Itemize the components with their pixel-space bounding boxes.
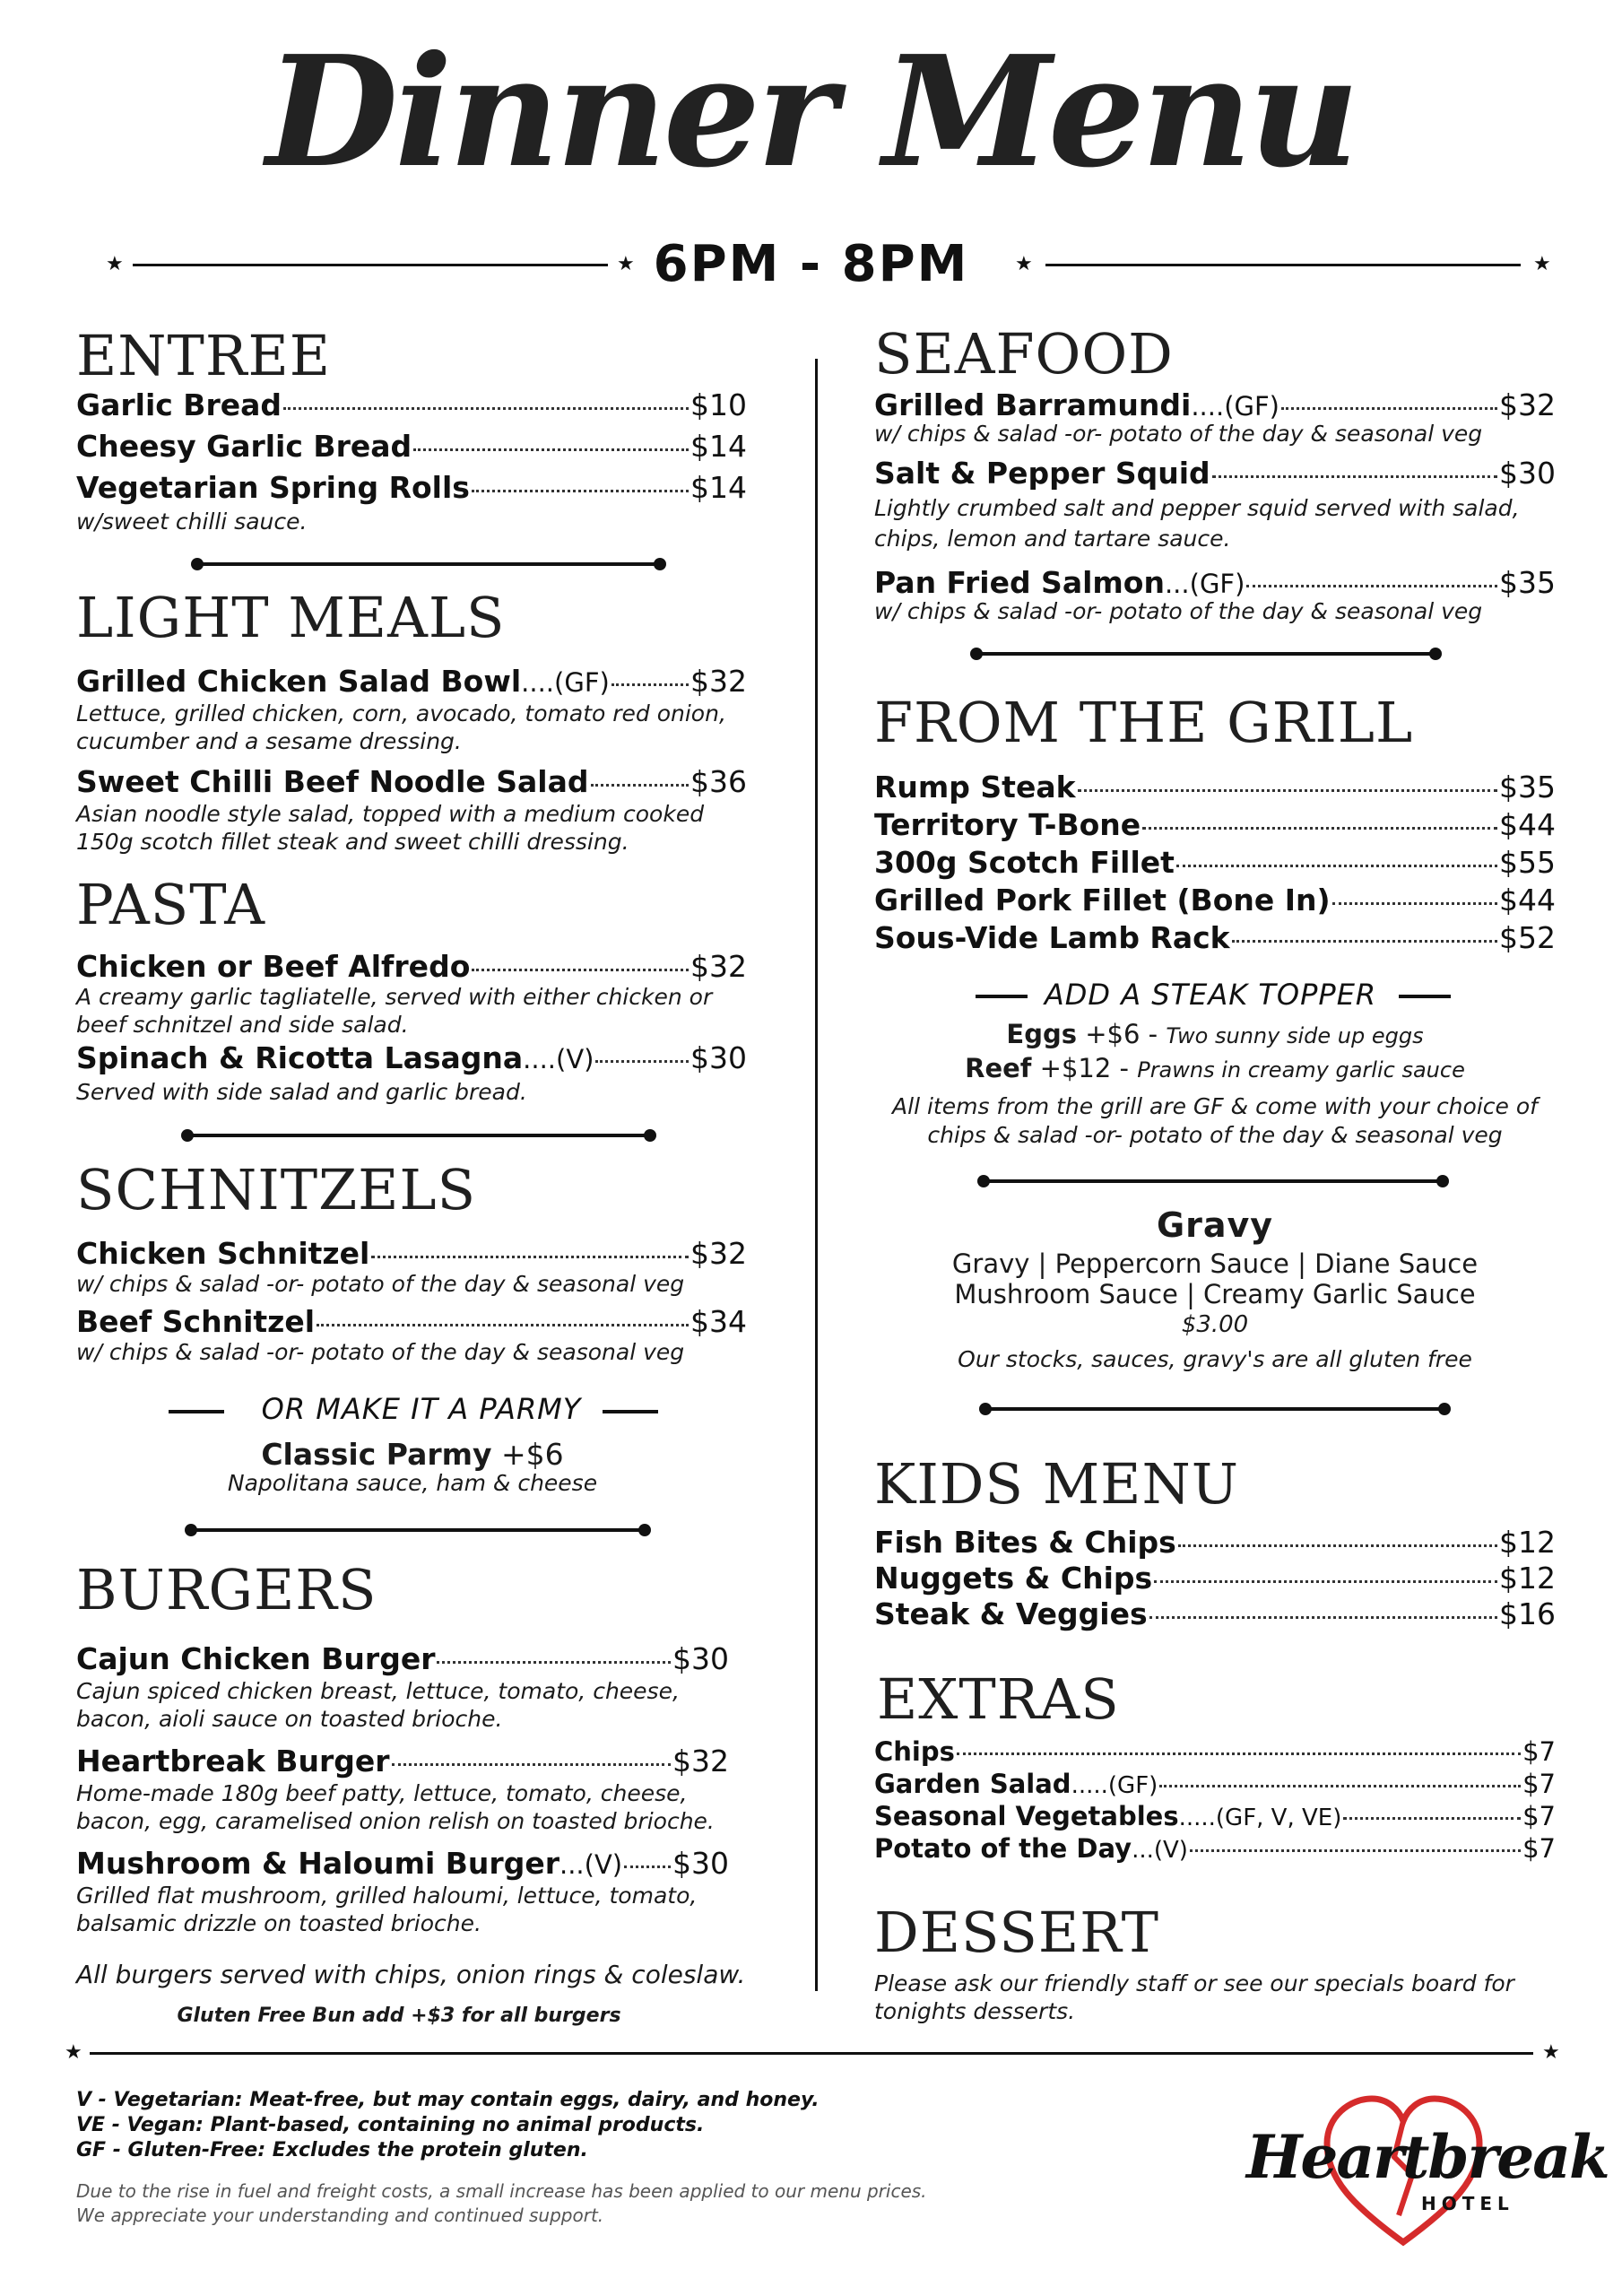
dessert-description: Please ask our friendly staff or see our specials board for tonights desserts.	[874, 1970, 1514, 2024]
menu-item: Mushroom & Haloumi Burger ...(V) $30	[76, 1846, 729, 1881]
price-notice: Due to the rise in fuel and freight costs, a small increase has been applied to our menu prices. We appreciate your understanding and continued support.	[76, 2180, 927, 2226]
menu-item: Territory T-Bone $44	[874, 807, 1556, 842]
logo-subtitle: HOTEL	[1421, 2193, 1514, 2214]
item-description: Served with side salad and garlic bread.	[76, 1079, 527, 1105]
gravy-options-line-1: Gravy | Peppercorn Sauce | Diane Sauce	[951, 1248, 1479, 1279]
section-heading-light-meals: LIGHT MEALS	[76, 585, 506, 650]
section-heading-grill: FROM THE GRILL	[874, 690, 1414, 755]
menu-item: Fish Bites & Chips $12	[874, 1525, 1556, 1560]
section-separator	[188, 1528, 647, 1532]
menu-item: Chicken Schnitzel $32	[76, 1236, 747, 1271]
dash-line	[603, 1410, 658, 1413]
section-separator	[195, 562, 663, 566]
star-icon: ★	[65, 2041, 82, 2064]
dash-line	[976, 995, 1028, 998]
footer-divider-line	[90, 2052, 1533, 2055]
dash-line	[169, 1410, 224, 1413]
section-heading-schnitzels: SCHNITZELS	[76, 1157, 477, 1222]
item-description: A creamy garlic tagliatelle, served with either chicken or beef schnitzel and side salad.	[76, 984, 713, 1038]
menu-item: Seasonal Vegetables .....(GF, V, VE) $7	[874, 1801, 1556, 1831]
topper-eggs: Eggs +$6 - Two sunny side up eggs	[1006, 1019, 1424, 1049]
section-heading-pasta: PASTA	[76, 872, 266, 937]
dash-line	[1399, 995, 1451, 998]
menu-item: Sous-Vide Lamb Rack $52	[874, 920, 1556, 955]
menu-item: 300g Scotch Fillet $55	[874, 845, 1556, 880]
gluten-free-note: Gluten Free Bun add +$3 for all burgers	[177, 2005, 621, 2027]
item-description: Cajun spiced chicken breast, lettuce, tomato, cheese, bacon, aioli sauce on toasted brioche.	[76, 1678, 680, 1732]
item-description: Home-made 180g beef patty, lettuce, tomato, cheese, bacon, egg, caramelised onion relish on toasted brioche.	[76, 1780, 715, 1834]
item-description: w/ chips & salad -or- potato of the day & seasonal veg	[874, 421, 1483, 447]
section-heading-burgers: BURGERS	[76, 1557, 377, 1622]
item-description: w/sweet chilli sauce.	[76, 509, 308, 535]
item-description: w/ chips & salad -or- potato of the day & seasonal veg	[76, 1271, 685, 1297]
menu-item: Nuggets & Chips $12	[874, 1561, 1556, 1596]
menu-item: Beef Schnitzel $34	[76, 1304, 747, 1339]
menu-item: Spinach & Ricotta Lasagna ....(V) $30	[76, 1040, 747, 1075]
section-heading-extras: EXTRAS	[877, 1666, 1120, 1732]
topper-reef: Reef +$12 - Prawns in creamy garlic sauce	[965, 1053, 1465, 1083]
menu-item: Grilled Chicken Salad Bowl ....(GF) $32	[76, 664, 747, 699]
parmy-heading: OR MAKE IT A PARMY	[261, 1392, 582, 1426]
star-icon: ★	[1015, 253, 1033, 275]
star-icon: ★	[1542, 2041, 1560, 2064]
item-description: Asian noodle style salad, topped with a medium cooked 150g scotch fillet steak and sweet chilli dressing.	[76, 801, 705, 855]
item-description: Grilled flat mushroom, grilled haloumi, lettuce, tomato, balsamic drizzle on toasted brioche.	[76, 1883, 698, 1936]
section-heading-entree: ENTREE	[76, 323, 332, 388]
item-description: w/ chips & salad -or- potato of the day & seasonal veg	[874, 598, 1483, 624]
item-description: Lightly crumbed salt and pepper squid served with salad, chips, lemon and tartare sauce.	[874, 495, 1520, 552]
star-icon: ★	[106, 253, 124, 275]
menu-item: Chicken or Beef Alfredo $32	[76, 949, 747, 984]
menu-item: Pan Fried Salmon ...(GF) $35	[874, 565, 1556, 600]
menu-item: Garden Salad .....(GF) $7	[874, 1769, 1556, 1799]
gravy-options-line-2: Mushroom Sauce | Creamy Garlic Sauce	[954, 1279, 1476, 1309]
menu-item: Grilled Barramundi ....(GF) $32	[874, 387, 1556, 422]
section-separator	[185, 1134, 653, 1137]
grill-note: All items from the grill are GF & come with your choice of chips & salad -or- potato of the day & seasonal veg	[892, 1093, 1538, 1148]
column-divider	[815, 359, 818, 1991]
menu-item: Grilled Pork Fillet (Bone In) $44	[874, 883, 1556, 918]
parmy-description: Napolitana sauce, ham & cheese	[227, 1470, 598, 1496]
menu-item: Sweet Chilli Beef Noodle Salad $36	[76, 764, 747, 799]
dietary-legend: V - Vegetarian: Meat-free, but may contain eggs, dairy, and honey. VE - Vegan: Plant-based, containing no animal products. GF - Gluten-Free: Excludes the protein gluten.	[76, 2089, 820, 2161]
hours-row	[0, 235, 1622, 298]
menu-item: Cajun Chicken Burger $30	[76, 1641, 729, 1676]
parmy-line: Classic Parmy +$6	[261, 1437, 564, 1472]
topper-heading: ADD A STEAK TOPPER	[1044, 978, 1377, 1012]
item-description: w/ chips & salad -or- potato of the day & seasonal veg	[76, 1339, 685, 1365]
menu-item: Steak & Veggies $16	[874, 1596, 1556, 1631]
menu-item: Salt & Pepper Squid $30	[874, 456, 1556, 491]
section-separator	[983, 1407, 1447, 1411]
menu-hours: 6PM - 8PM	[653, 235, 969, 293]
star-icon: ★	[1533, 253, 1551, 275]
item-description: Lettuce, grilled chicken, corn, avocado, tomato red onion, cucumber and a sesame dressing.	[76, 700, 726, 754]
menu-item: Chips $7	[874, 1736, 1556, 1767]
menu-item: Cheesy Garlic Bread $14	[76, 429, 747, 464]
gravy-heading: Gravy	[1156, 1205, 1274, 1245]
menu-item: Vegetarian Spring Rolls $14	[76, 470, 747, 505]
menu-item: Heartbreak Burger $32	[76, 1744, 729, 1779]
logo-wordmark: Heartbreak	[1246, 2122, 1609, 2192]
section-separator	[974, 652, 1438, 656]
burgers-note: All burgers served with chips, onion rings & coleslaw.	[76, 1960, 746, 1989]
menu-item: Potato of the Day ...(V) $7	[874, 1833, 1556, 1864]
section-separator	[981, 1179, 1445, 1183]
heartbreak-hotel-logo	[1246, 2072, 1609, 2251]
gravy-note: Our stocks, sauces, gravy's are all gluten free	[958, 1346, 1472, 1372]
menu-item: Rump Steak $35	[874, 770, 1556, 804]
section-heading-dessert: DESSERT	[874, 1900, 1160, 1965]
star-icon: ★	[617, 253, 635, 275]
section-heading-seafood: SEAFOOD	[874, 321, 1174, 387]
menu-title: Dinner Menu	[265, 22, 1357, 202]
divider-line	[1045, 264, 1521, 266]
menu-item: Garlic Bread $10	[76, 387, 747, 422]
gravy-price: $3.00	[1181, 1311, 1249, 1338]
section-heading-kids-menu: KIDS MENU	[874, 1451, 1239, 1517]
